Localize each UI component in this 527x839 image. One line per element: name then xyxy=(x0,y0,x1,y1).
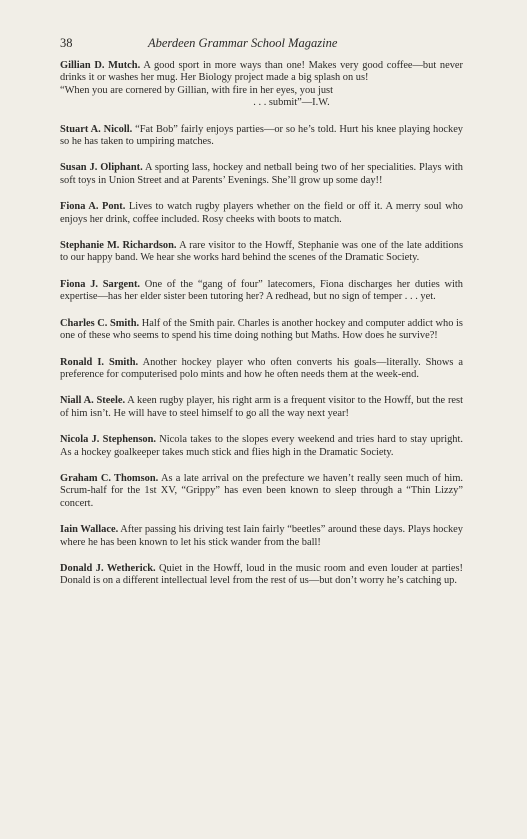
page-header xyxy=(60,36,463,56)
entry-text: A sporting lass, hockey and netball being two of her specialities. Plays with soft toys in Union Street and at Parents’ Evenings. She’ll grow up some day!! xyxy=(60,162,463,186)
entry-text: Nicola takes to the slopes every weekend and tries hard to stay upright. As a hockey goalkeeper takes much stick and flies high in the Dramatic Society. xyxy=(60,434,463,458)
entry-paragraph xyxy=(60,124,463,149)
entry-graham-thomson xyxy=(60,473,463,510)
entry-quote: “When you are cornered by Gillian, with fire in her eyes, you just xyxy=(60,84,333,96)
entry-paragraph xyxy=(60,162,463,187)
entry-name: Charles C. Smith. xyxy=(60,317,140,329)
entry-text: After passing his driving test Iain fairly “beetles” around these days. Plays hockey where he has been known to let his stick wander from the ball! xyxy=(60,524,463,548)
entry-gillian-mutch xyxy=(60,60,463,110)
entry-paragraph xyxy=(60,524,463,549)
entry-stuart-nicoll xyxy=(60,124,463,149)
entry-text: A keen rugby player, his right arm is a frequent visitor to the Howff, but the rest of him isn’t. He will have to steel himself to go all the way next year! xyxy=(60,395,463,419)
entry-paragraph xyxy=(60,434,463,459)
entry-name: Niall A. Steele. xyxy=(60,395,126,407)
page-number: 38 xyxy=(60,36,73,50)
entry-ronald-smith xyxy=(60,357,463,382)
entry-text: As a late arrival on the prefecture we haven’t really seen much of him. Scrum-half for the 1st XV, “Grippy” has even been known to sleep through a “Thin Lizzy” concert. xyxy=(60,472,463,509)
entry-paragraph xyxy=(60,201,463,226)
entry-name: Graham C. Thomson. xyxy=(60,472,159,484)
running-title: Aberdeen Grammar School Magazine xyxy=(148,36,338,50)
entry-charles-smith xyxy=(60,318,463,343)
entry-stephanie-richardson xyxy=(60,240,463,265)
entry-paragraph xyxy=(60,60,463,85)
entry-text: “Fat Bob” fairly enjoys parties—or so he’s told. Hurt his knee playing hockey so he has taken to umpiring matches. xyxy=(60,123,464,148)
entry-paragraph xyxy=(60,395,463,420)
entry-quote-end: . . . submit”—I.W. xyxy=(253,97,330,109)
entry-name: Iain Wallace. xyxy=(60,524,119,536)
entry-text: A good sport in more ways than one! Makes very good coffee—but never drinks it or washes her mug. Her Biology project made a big splash on us! xyxy=(60,60,463,84)
entry-name: Stephanie M. Richardson. xyxy=(60,240,177,252)
entry-paragraph xyxy=(60,240,463,265)
entry-text: Lives to watch rugby players whether on the field or off it. A merry soul who enjoys her drink, coffee included. Rosy cheeks with boots to match. xyxy=(60,201,463,225)
entry-susan-oliphant xyxy=(60,162,463,187)
entry-paragraph xyxy=(60,473,463,510)
entry-paragraph xyxy=(60,318,463,343)
entry-niall-steele xyxy=(60,395,463,420)
entry-fiona-pont xyxy=(60,201,463,226)
entry-text: Half of the Smith pair. Charles is another hockey and computer addict who is one of these who seems to spend his time doing nothing but Maths. How does he survive?! xyxy=(60,317,463,342)
entry-paragraph xyxy=(60,357,463,382)
entry-name: Nicola J. Stephenson. xyxy=(60,434,157,446)
entry-name: Ronald I. Smith. xyxy=(60,356,139,368)
entry-text: Another hockey player who often converts his goals—literally. Shows a preference for computerised polo mints and how he often needs them at the week-end. xyxy=(60,356,463,380)
entry-name: Fiona A. Pont. xyxy=(60,201,126,213)
entry-text: Quiet in the Howff, loud in the music room and even louder at parties! Donald is on a different intellectual level from the rest of us—but don’t worry he’s catching up. xyxy=(60,562,463,587)
entry-name: Fiona J. Sargent. xyxy=(60,278,140,290)
entry-name: Donald J. Wetherick. xyxy=(60,562,156,574)
entry-name: Stuart A. Nicoll. xyxy=(60,123,133,135)
entry-iain-wallace xyxy=(60,524,463,549)
entry-fiona-sargent xyxy=(60,279,463,304)
entry-text: A rare visitor to the Howff, Stephanie was one of the late additions to our happy band. We hear she works hard behind the scenes of the Dramatic Society. xyxy=(60,240,463,264)
entry-name: Susan J. Oliphant. xyxy=(60,162,143,174)
entry-text: One of the “gang of four” latecomers, Fiona discharges her duties with expertise—has her elder sister been tutoring her? A redhead, but no sign of temper . . . yet. xyxy=(60,278,463,303)
entry-nicola-stephenson xyxy=(60,434,463,459)
entry-name: Gillian D. Mutch. xyxy=(60,60,141,71)
entry-paragraph xyxy=(60,279,463,304)
entry-paragraph xyxy=(60,563,463,588)
entry-donald-wetherick xyxy=(60,563,463,588)
